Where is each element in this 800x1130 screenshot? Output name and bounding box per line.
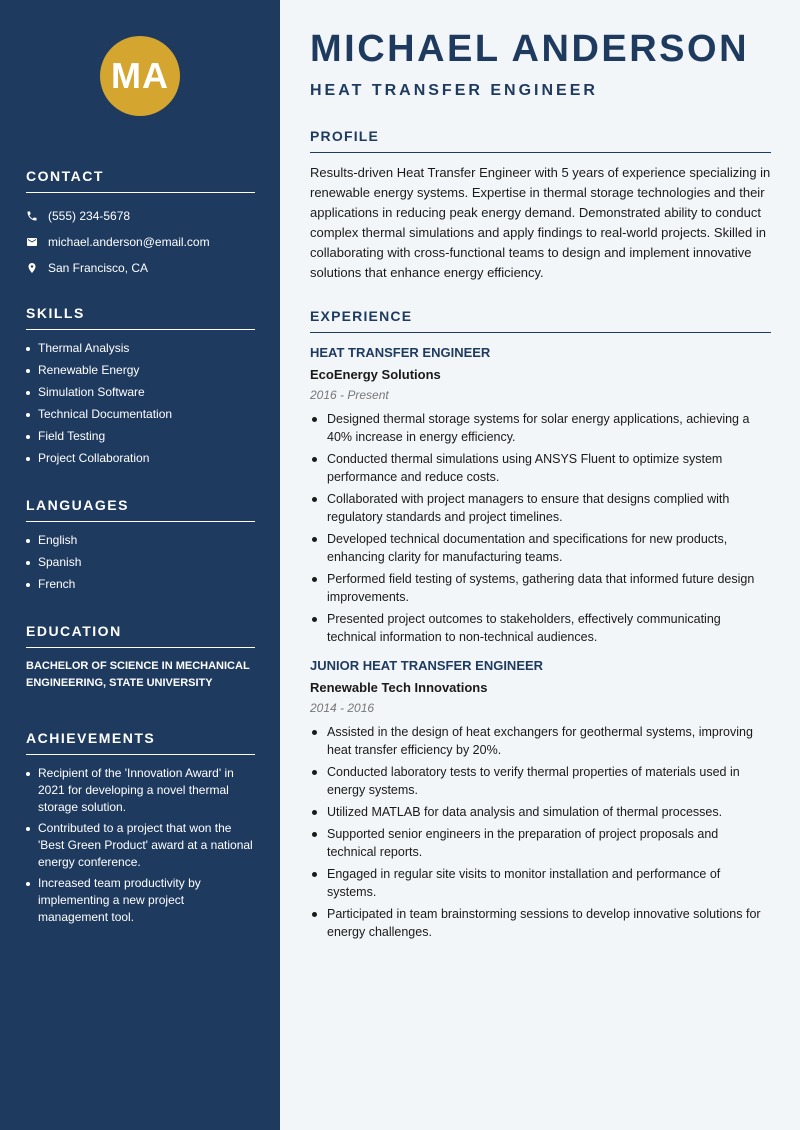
education-heading: EDUCATION bbox=[26, 623, 255, 648]
contact-phone bbox=[26, 203, 255, 229]
languages-section bbox=[26, 497, 255, 598]
job-title: JUNIOR HEAT TRANSFER ENGINEER bbox=[310, 658, 544, 673]
achievements-section bbox=[26, 730, 255, 930]
contact-email bbox=[26, 229, 255, 255]
skills-heading: SKILLS bbox=[26, 305, 255, 330]
contact-email-text[interactable]: michael.anderson@email.com bbox=[48, 235, 210, 249]
achievements-list bbox=[26, 765, 255, 926]
avatar-initials: MA bbox=[111, 55, 169, 96]
language-item: Spanish bbox=[26, 554, 255, 571]
contact-heading: CONTACT bbox=[26, 168, 255, 193]
job-entry bbox=[310, 345, 771, 646]
job-bullet: Conducted laboratory tests to verify thermal properties of materials used in energy systems. bbox=[310, 763, 771, 799]
sidebar bbox=[0, 0, 280, 1130]
profile-text: Results-driven Heat Transfer Engineer with 5 years of experience specializing in renewable energy systems. Expertise in thermal storage technologies and their applications in reducing peak energy demand. Demonstrated ability to conduct complex thermal simulations and apply findings to real-world projects. Skilled in collaborating with cross-functional teams to design and implement innovative solutions that enhance energy efficiency. bbox=[310, 165, 771, 280]
job-bullet: Performed field testing of systems, gathering data that informed future design improvements. bbox=[310, 570, 771, 606]
languages-heading: LANGUAGES bbox=[26, 497, 255, 522]
job-bullet: Assisted in the design of heat exchangers for geothermal systems, improving heat transfer efficiency by 20%. bbox=[310, 723, 771, 759]
job-entry bbox=[310, 658, 771, 941]
job-title: HEAT TRANSFER ENGINEER bbox=[310, 345, 491, 360]
job-bullet: Participated in team brainstorming sessions to develop innovative solutions for energy challenges. bbox=[310, 905, 771, 941]
profile-heading: PROFILE bbox=[310, 128, 771, 153]
job-dates: 2014 - 2016 bbox=[310, 701, 375, 715]
phone-icon bbox=[26, 210, 38, 222]
experience-section bbox=[310, 308, 771, 945]
job-bullet: Developed technical documentation and specifications for new products, enhancing clarity for manufacturing teams. bbox=[310, 530, 771, 566]
job-bullet: Utilized MATLAB for data analysis and simulation of thermal processes. bbox=[310, 803, 771, 821]
job-bullet: Presented project outcomes to stakeholders, effectively communicating technical information to non-technical audiences. bbox=[310, 610, 771, 646]
contact-list bbox=[26, 203, 255, 281]
education-section bbox=[26, 623, 255, 692]
achievement-item: Contributed to a project that won the 'Best Green Product' award at a national energy conference. bbox=[26, 820, 255, 871]
contact-section bbox=[26, 168, 255, 281]
candidate-name: MICHAEL ANDERSON bbox=[310, 28, 750, 70]
achievement-item: Recipient of the 'Innovation Award' in 2021 for developing a novel thermal storage solution. bbox=[26, 765, 255, 816]
achievements-heading: ACHIEVEMENTS bbox=[26, 730, 255, 755]
job-bullet: Supported senior engineers in the preparation of project proposals and technical reports. bbox=[310, 825, 771, 861]
job-bullets bbox=[310, 723, 771, 941]
job-bullet: Engaged in regular site visits to monitor installation and performance of systems. bbox=[310, 865, 771, 901]
job-bullets bbox=[310, 410, 771, 646]
job-company: Renewable Tech Innovations bbox=[310, 680, 488, 695]
skills-list bbox=[26, 340, 255, 467]
skill-item: Simulation Software bbox=[26, 384, 255, 401]
contact-location bbox=[26, 255, 255, 281]
contact-phone-text[interactable]: (555) 234-5678 bbox=[48, 209, 131, 223]
contact-location-text: San Francisco, CA bbox=[48, 261, 149, 275]
experience-heading: EXPERIENCE bbox=[310, 308, 771, 333]
skill-item: Renewable Energy bbox=[26, 362, 255, 379]
education-degree: BACHELOR OF SCIENCE IN MECHANICAL ENGINEERING, STATE UNIVERSITY bbox=[26, 660, 250, 689]
job-dates: 2016 - Present bbox=[310, 388, 389, 402]
job-bullet: Conducted thermal simulations using ANSYS Fluent to optimize system performance and reduce costs. bbox=[310, 450, 771, 486]
languages-list bbox=[26, 532, 255, 593]
email-icon bbox=[26, 236, 38, 248]
skill-item: Technical Documentation bbox=[26, 406, 255, 423]
job-company: EcoEnergy Solutions bbox=[310, 367, 441, 382]
job-bullet: Designed thermal storage systems for solar energy applications, achieving a 40% increase in energy efficiency. bbox=[310, 410, 771, 446]
skill-item: Field Testing bbox=[26, 428, 255, 445]
job-title-header: HEAT TRANSFER ENGINEER bbox=[310, 82, 598, 99]
main-content bbox=[280, 0, 800, 1130]
language-item: French bbox=[26, 576, 255, 593]
avatar bbox=[100, 36, 180, 116]
profile-section bbox=[310, 128, 771, 283]
language-item: English bbox=[26, 532, 255, 549]
skills-section bbox=[26, 305, 255, 472]
skill-item: Project Collaboration bbox=[26, 450, 255, 467]
location-pin-icon bbox=[26, 262, 38, 274]
job-bullet: Collaborated with project managers to ensure that designs complied with regulatory standards and project timelines. bbox=[310, 490, 771, 526]
achievement-item: Increased team productivity by implementing a new project management tool. bbox=[26, 875, 255, 926]
skill-item: Thermal Analysis bbox=[26, 340, 255, 357]
